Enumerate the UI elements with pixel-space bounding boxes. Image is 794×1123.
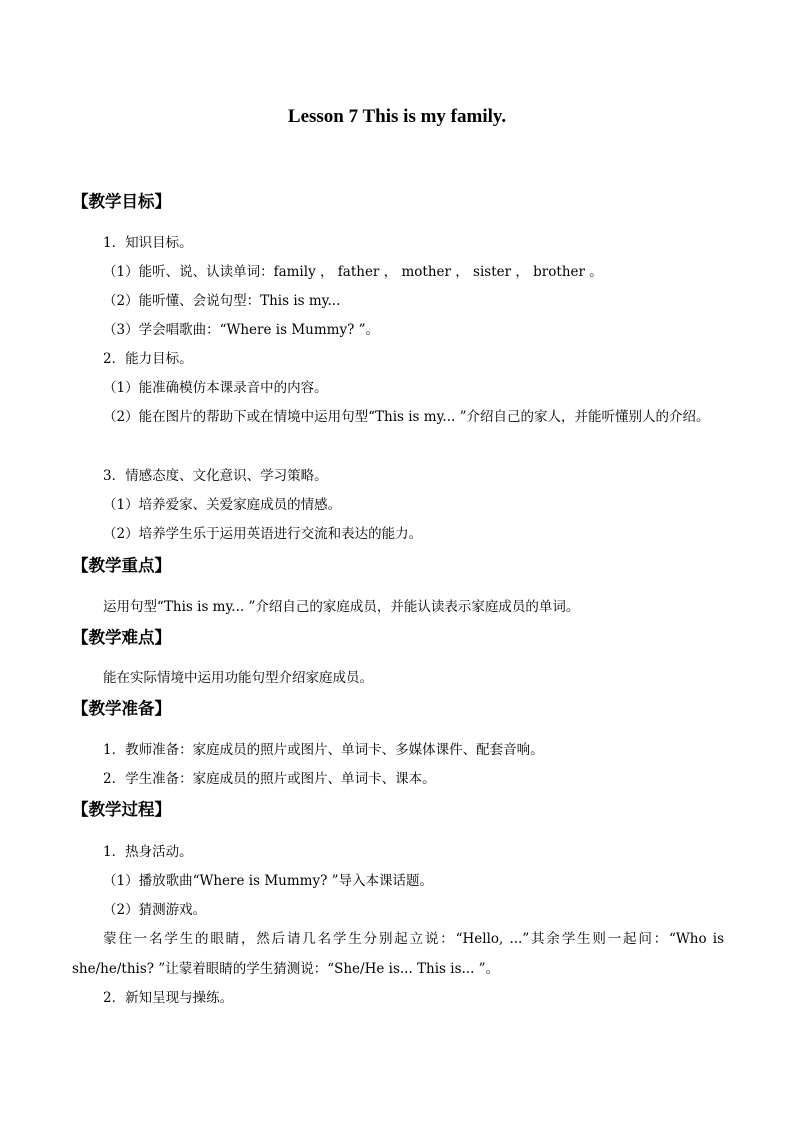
objectives-line: （1）能听、说、认读单词：family ， father ， mother ， sister ， brother 。 (103, 264, 603, 280)
objectives-heading: 【教学目标】 (72, 192, 171, 211)
objectives-line: （1）培养爱家、关爱家庭成员的情感。 (103, 497, 342, 513)
objectives-line: （1）能准确模仿本课录音中的内容。 (103, 380, 328, 396)
objectives-line: 1．知识目标。 (103, 235, 193, 251)
process-line: 蒙住一名学生的眼睛，然后请几名学生分别起立说：“Hello, ...”其余学生则一起问：“Who is she/he/this? ”让蒙着眼睛的学生猜测说：“She/He is... This is... ”。 (72, 931, 724, 977)
objectives-line: （2）能在图片的帮助下或在情境中运用句型“This is my... ”介绍自己的家人，并能听懂别人的介绍。 (103, 409, 710, 425)
key-points-heading: 【教学重点】 (72, 556, 171, 575)
process-heading: 【教学过程】 (72, 800, 171, 819)
key-points-line: 运用句型“This is my... ”介绍自己的家庭成员，并能认读表示家庭成员的单词。 (103, 599, 580, 615)
preparation-line: 2．学生准备：家庭成员的照片或图片、单词卡、课本。 (103, 771, 436, 787)
objectives-line: （3）学会唱歌曲：“Where is Mummy? ”。 (103, 322, 379, 338)
process-line: 1．热身活动。 (103, 844, 193, 860)
process-line: （1）播放歌曲“Where is Mummy? ”导入本课话题。 (103, 873, 433, 889)
objectives-line: （2）能听懂、会说句型：This is my... (103, 293, 341, 309)
difficulties-heading: 【教学难点】 (72, 628, 171, 647)
objectives-line: （2）培养学生乐于运用英语进行交流和表达的能力。 (103, 526, 423, 542)
difficulties-line: 能在实际情境中运用功能句型介绍家庭成员。 (103, 670, 373, 686)
objectives-line: 3．情感态度、文化意识、学习策略。 (103, 468, 328, 484)
process-line: 2．新知呈现与操练。 (103, 990, 234, 1006)
objectives-line: 2．能力目标。 (103, 351, 193, 367)
preparation-heading: 【教学准备】 (72, 699, 171, 718)
preparation-line: 1．教师准备：家庭成员的照片或图片、单词卡、多媒体课件、配套音响。 (103, 742, 544, 758)
process-line: （2）猜测游戏。 (103, 902, 207, 918)
document-title: Lesson 7 This is my family. (287, 106, 507, 127)
